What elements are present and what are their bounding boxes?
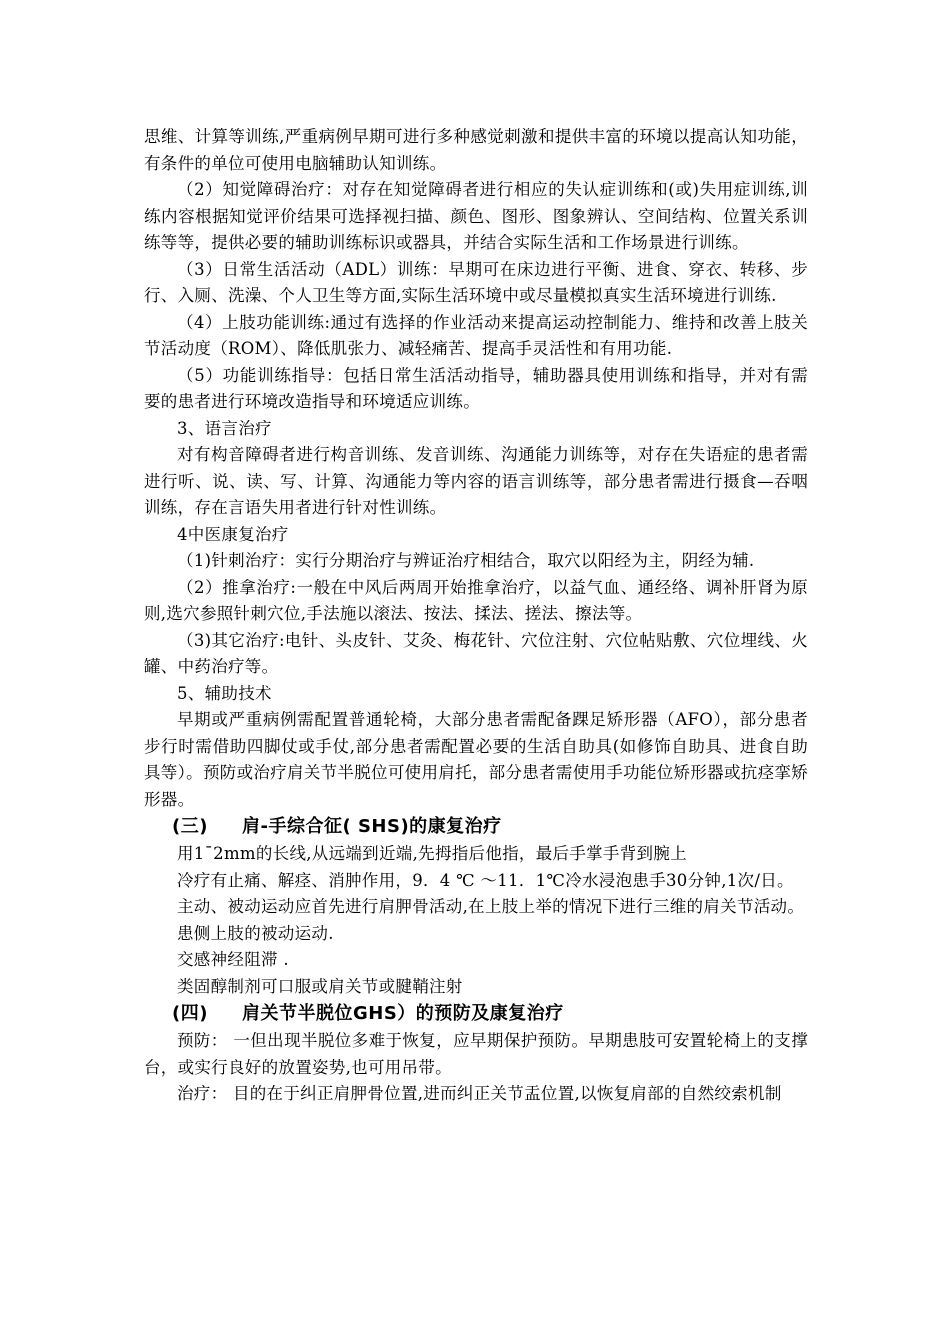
heading-text: 肩-手综合征( SHS)的康复治疗	[242, 816, 502, 837]
paragraph-perception-therapy: （2）知觉障碍治疗：对存在知觉障碍者进行相应的失认症训练和(或)失用症训练,训练内容根据知觉评价结果可选择视扫描、颜色、图形、图象辨认、空间结构、位置关系训练等等，提供必要的辅助训练标识或器具，并结合实际生活和工作场景进行训练。	[144, 180, 808, 252]
paragraph-massage: （2）推拿治疗:一般在中风后两周开始推拿治疗，以益气血、通经络、调补肝肾为原则,选穴参照针刺穴位,手法施以滚法、按法、揉法、搓法、擦法等。	[144, 577, 808, 623]
paragraph-ghs-prevention: 预防： 一但出现半脱位多难于恢复，应早期保护预防。早期患肢可安置轮椅上的支撑台，或实行良好的放置姿势,也可用吊带。	[144, 1031, 808, 1077]
paragraph-acupuncture: （1)针刺治疗：实行分期治疗与辨证治疗相结合，取穴以阳经为主，阴经为辅.	[177, 551, 755, 570]
paragraph-language-therapy: 对有构音障碍者进行构音训练、发音训练、沟通能力训练等，对存在失语症的患者需进行听、说、读、写、计算、沟通能力等内容的语言训练等，部分患者需进行摄食—吞咽训练，存在言语失用者进行针对性训练。	[144, 445, 808, 517]
paragraph-shs-motion: 主动、被动运动应首先进行肩胛骨活动,在上肢上举的情况下进行三维的肩关节活动。	[177, 897, 805, 916]
heading-number: (三)	[172, 816, 208, 837]
paragraph-shs-block: 交感神经阻滞 .	[177, 950, 289, 969]
paragraph-cognitive-training: 思维、计算等训练,严重病例早期可进行多种感觉刺激和提供丰富的环境以提高认知功能，有条件的单位可使用电脑辅助认知训练。	[144, 127, 808, 173]
document-body	[144, 124, 808, 1108]
heading-number: (四)	[172, 1003, 208, 1024]
paragraph-upper-limb-training: （4）上肢功能训练:通过有选择的作业活动来提高运动控制能力、维持和改善上肢关节活动度（ROM）、降低肌张力、减轻痛苦、提高手灵活性和有用功能.	[144, 312, 808, 358]
paragraph-other-therapy: （3)其它治疗:电针、头皮针、艾灸、梅花针、穴位注射、穴位帖贴敷、穴位埋线、火罐、中药治疗等。	[144, 630, 808, 676]
section-title-tcm-rehab: 4中医康复治疗	[177, 524, 289, 544]
heading-ghs	[144, 1000, 808, 1028]
section-title-language-therapy: 3、语言治疗	[177, 418, 272, 438]
heading-text: 肩关节半脱位GHS）的预防及康复治疗	[242, 1003, 564, 1024]
paragraph-ghs-treatment: 治疗： 目的在于纠正肩胛骨位置,进而纠正关节盂位置,以恢复肩部的自然绞索机制	[177, 1084, 782, 1103]
heading-shs	[144, 813, 808, 841]
paragraph-shs-steroid: 类固醇制剂可口服或肩关节或腱鞘注射	[177, 976, 463, 996]
paragraph-adl-training: （3）日常生活活动（ADL）训练：早期可在床边进行平衡、进食、穿衣、转移、步行、入厕、洗澡、个人卫生等方面,实际生活环境中或尽量模拟真实生活环境进行训练.	[144, 259, 808, 305]
section-title-assistive-tech: 5、辅助技术	[177, 683, 272, 703]
paragraph-shs-wrap: 用1¯2mm的长线,从远端到近端,先拇指后他指，最后手掌手背到腕上	[177, 844, 687, 863]
paragraph-shs-passive: 患侧上肢的被动运动.	[177, 923, 334, 943]
paragraph-shs-cold: 冷疗有止痛、解痉、消肿作用，9．4 ℃ ～11．1℃冷水浸泡患手30分钟,1次/日。	[177, 870, 794, 890]
paragraph-assistive-tech: 早期或严重病例需配置普通轮椅，大部分患者需配备踝足矫形器（AFO），部分患者步行时需借助四脚仗或手仗,部分患者需配置必要的生活自助具(如修饰自助具、进食自助具等）。预防或治疗肩关节半脱位可使用肩托，部分患者需使用手功能位矫形器或抗痉挛矫形器。	[144, 710, 808, 809]
paragraph-function-guidance: （5）功能训练指导：包括日常生活活动指导，辅助器具使用训练和指导，并对有需要的患者进行环境改造指导和环境适应训练。	[144, 365, 808, 411]
